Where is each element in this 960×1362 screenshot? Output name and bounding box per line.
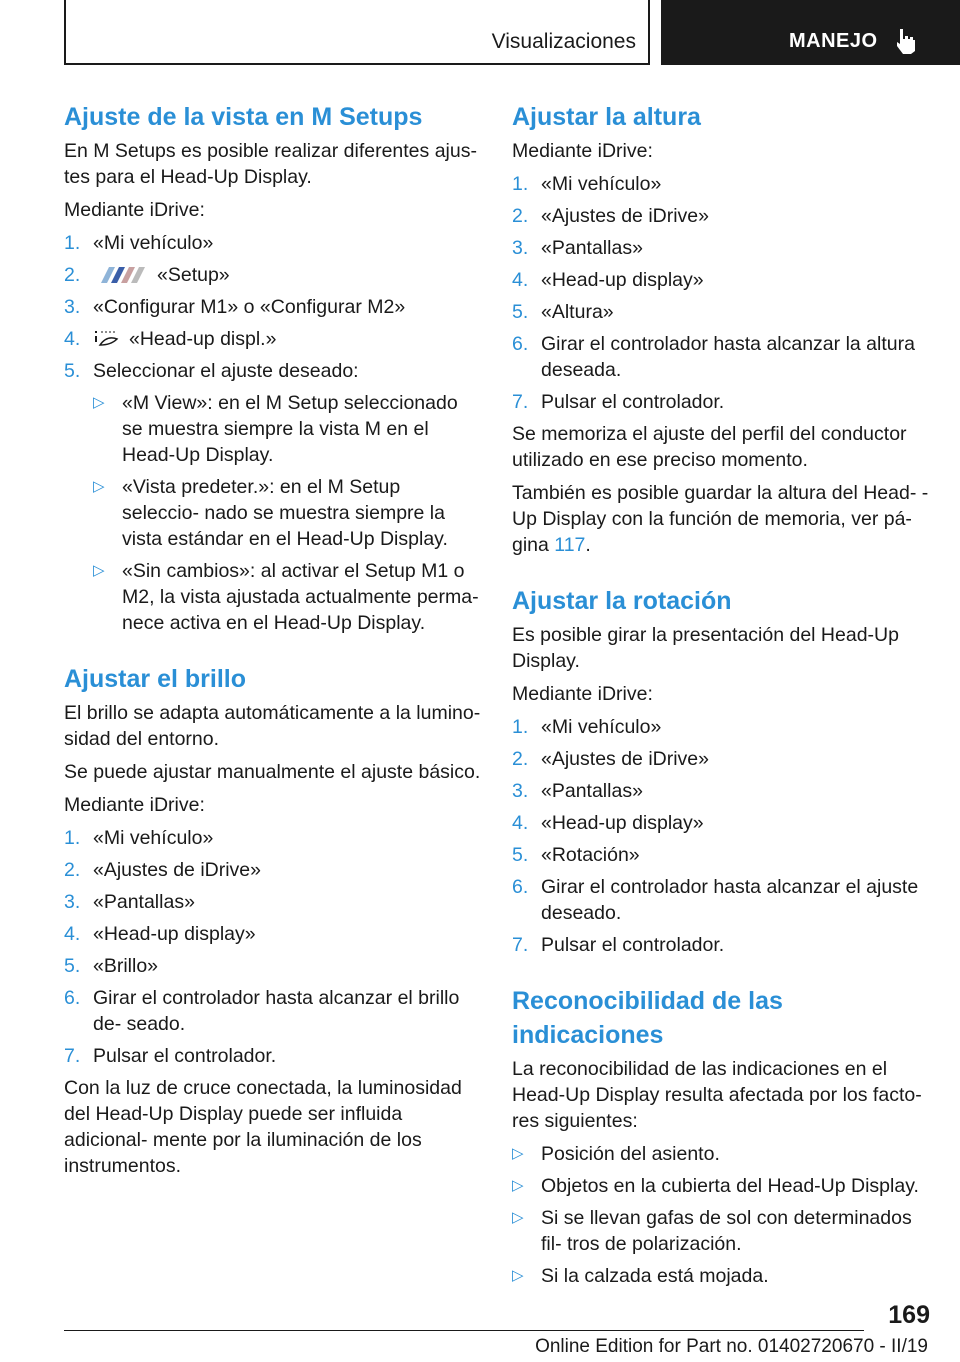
step-item	[512, 874, 930, 926]
section-title-altura: Ajustar la altura	[512, 103, 701, 131]
bullet-triangle-icon: ▷	[512, 1145, 524, 1162]
paragraph: Mediante iDrive:	[512, 683, 653, 705]
step-text: Girar el controlador hasta alcanzar la altura deseada.	[541, 333, 915, 381]
factor-item	[512, 1141, 930, 1167]
header-rule-left	[64, 0, 66, 64]
factor-text: Posición del asiento.	[541, 1143, 720, 1165]
step-text: «Ajustes de iDrive»	[541, 205, 709, 227]
right-column	[512, 100, 930, 1295]
paragraph: El brillo se adapta automáticamente a la lumino‐ sidad del entorno.	[64, 702, 481, 750]
paragraph: Mediante iDrive:	[64, 199, 205, 221]
step-number: 4.	[64, 923, 81, 945]
step-number: 1.	[512, 173, 529, 195]
section-brillo	[64, 662, 482, 1179]
page-number: 169	[888, 1301, 930, 1329]
step-list	[512, 714, 930, 958]
step-item	[512, 235, 930, 261]
option-text: «Sin cambios»: al activar el Setup M1 o M2, la vista ajustada actualmente perma‐ nece activa en el Head-Up Display.	[122, 560, 479, 634]
step-text: «Mi vehículo»	[93, 827, 214, 849]
step-text: «Head-up displ.»	[129, 328, 277, 350]
bullet-triangle-icon: ▷	[512, 1177, 524, 1194]
step-number: 3.	[64, 296, 81, 318]
factor-text: Si la calzada está mojada.	[541, 1265, 769, 1287]
step-item	[64, 889, 482, 915]
bullet-triangle-icon: ▷	[93, 394, 105, 411]
header-rule-right	[648, 0, 650, 65]
option-item	[93, 474, 482, 552]
factor-list	[512, 1141, 930, 1289]
factor-item	[512, 1205, 930, 1257]
step-item	[512, 389, 930, 415]
option-item	[93, 390, 482, 468]
step-list	[512, 171, 930, 415]
step-number: 4.	[512, 269, 529, 291]
step-number: 5.	[64, 360, 81, 382]
m-stripes-icon	[93, 265, 149, 285]
step-item	[64, 230, 482, 256]
head-up-display-icon	[93, 329, 121, 349]
paragraph: En M Setups es posible realizar diferentes ajus‐ tes para el Head-Up Display.	[64, 140, 477, 188]
page-link[interactable]: 117	[554, 534, 586, 556]
chapter-tab-label: MANEJO	[789, 30, 878, 52]
footer-rule	[64, 1330, 864, 1331]
step-item	[512, 810, 930, 836]
step-number: 2.	[64, 264, 81, 286]
paragraph: Se puede ajustar manualmente el ajuste básico.	[64, 761, 481, 783]
header-rule-bottom	[64, 63, 650, 65]
section-altura	[512, 100, 930, 558]
section-rotacion	[512, 584, 930, 958]
step-text: Pulsar el controlador.	[93, 1045, 277, 1067]
factor-text: Si se llevan gafas de sol con determinados fil‐ tros de polarización.	[541, 1207, 912, 1255]
step-number: 4.	[512, 812, 529, 834]
hand-pointer-icon	[893, 27, 919, 55]
step-item	[64, 262, 482, 288]
step-number: 3.	[64, 891, 81, 913]
bullet-triangle-icon: ▷	[512, 1267, 524, 1284]
step-text: Seleccionar el ajuste deseado:	[93, 360, 359, 382]
step-text: «Mi vehículo»	[541, 173, 662, 195]
step-number: 2.	[64, 859, 81, 881]
section-title-brillo: Ajustar el brillo	[64, 665, 246, 693]
paragraph: La reconocibilidad de las indicaciones en el Head-Up Display resulta afectada por los facto‐ res siguientes:	[512, 1058, 922, 1132]
step-text: Girar el controlador hasta alcanzar el brillo de‐ seado.	[93, 987, 460, 1035]
paragraph: Con la luz de cruce conectada, la luminosidad del Head-Up Display puede ser influida adicional‐ mente por la iluminación de los instrumentos.	[64, 1077, 462, 1177]
step-item	[64, 953, 482, 979]
step-text: «Mi vehículo»	[93, 232, 214, 254]
step-item	[64, 825, 482, 851]
chapter-tab[interactable]	[661, 0, 960, 65]
step-text: «Ajustes de iDrive»	[93, 859, 261, 881]
edition-note: Online Edition for Part no. 01402720670 - II/19	[535, 1336, 928, 1357]
step-item	[512, 203, 930, 229]
step-text: «Ajustes de iDrive»	[541, 748, 709, 770]
section-title-m-setups: Ajuste de la vista en M Setups	[64, 103, 423, 131]
bullet-triangle-icon: ▷	[93, 478, 105, 495]
step-item	[64, 921, 482, 947]
section-title: Visualizaciones	[491, 30, 636, 53]
step-item	[64, 294, 482, 320]
paragraph: Mediante iDrive:	[64, 794, 205, 816]
section-m-setups	[64, 100, 482, 636]
step-item	[64, 985, 482, 1037]
step-item	[512, 714, 930, 740]
step-text: Pulsar el controlador.	[541, 391, 725, 413]
step-number: 2.	[512, 205, 529, 227]
step-text: Girar el controlador hasta alcanzar el ajuste deseado.	[541, 876, 919, 924]
step-number: 6.	[512, 333, 529, 355]
step-number: 7.	[64, 1045, 81, 1067]
step-text: «Pantallas»	[541, 780, 643, 802]
left-column	[64, 100, 482, 1186]
step-text: «Rotación»	[541, 844, 640, 866]
step-item	[512, 299, 930, 325]
step-number: 5.	[512, 844, 529, 866]
step-item	[512, 746, 930, 772]
step-number: 6.	[64, 987, 81, 1009]
paragraph-text: También es posible guardar la altura del Head- -Up Display con la función de memoria, ver pá‐ gina	[512, 482, 929, 556]
step-number: 7.	[512, 934, 529, 956]
step-text: «Altura»	[541, 301, 614, 323]
step-number: 2.	[512, 748, 529, 770]
section-title-reconocibilidad: Reconocibilidad de las indicaciones	[512, 987, 783, 1049]
option-list	[93, 390, 482, 636]
bullet-triangle-icon: ▷	[512, 1209, 524, 1226]
step-number: 1.	[512, 716, 529, 738]
factor-text: Objetos en la cubierta del Head-Up Display.	[541, 1175, 919, 1197]
step-number: 4.	[64, 328, 81, 350]
section-reconocibilidad	[512, 984, 930, 1289]
step-text: «Head-up display»	[541, 812, 704, 834]
step-item	[512, 842, 930, 868]
step-item	[64, 1043, 482, 1069]
step-item	[512, 778, 930, 804]
step-list	[64, 230, 482, 636]
step-item	[512, 171, 930, 197]
step-item	[512, 331, 930, 383]
step-text: «Head-up display»	[541, 269, 704, 291]
paragraph-text: .	[585, 534, 591, 556]
step-number: 6.	[512, 876, 529, 898]
step-number: 7.	[512, 391, 529, 413]
option-text: «M View»: en el M Setup seleccionado se muestra siempre la vista M en el Head-Up Display.	[122, 392, 458, 466]
step-item	[512, 267, 930, 293]
step-text: Pulsar el controlador.	[541, 934, 725, 956]
step-number: 1.	[64, 232, 81, 254]
step-item	[64, 857, 482, 883]
paragraph: Se memoriza el ajuste del perfil del conductor utilizado en ese preciso momento.	[512, 423, 907, 471]
option-text: «Vista predeter.»: en el M Setup seleccio‐ nado se muestra siempre la vista estándar en el Head-Up Display.	[122, 476, 448, 550]
step-item	[64, 326, 482, 352]
step-number: 5.	[512, 301, 529, 323]
factor-item	[512, 1263, 930, 1289]
step-number: 5.	[64, 955, 81, 977]
step-text: «Configurar M1» o «Configurar M2»	[93, 296, 406, 318]
step-item	[512, 932, 930, 958]
step-text: «Pantallas»	[541, 237, 643, 259]
step-text: «Pantallas»	[93, 891, 195, 913]
step-item	[64, 358, 482, 636]
step-text: «Head-up display»	[93, 923, 256, 945]
step-text: «Brillo»	[93, 955, 159, 977]
step-number: 3.	[512, 780, 529, 802]
step-list	[64, 825, 482, 1069]
paragraph-memory	[512, 480, 930, 558]
step-number: 3.	[512, 237, 529, 259]
paragraph: Es posible girar la presentación del Head-Up Display.	[512, 624, 899, 672]
step-number: 1.	[64, 827, 81, 849]
section-title-rotacion: Ajustar la rotación	[512, 587, 732, 615]
option-item	[93, 558, 482, 636]
step-text: «Mi vehículo»	[541, 716, 662, 738]
factor-item	[512, 1173, 930, 1199]
paragraph: Mediante iDrive:	[512, 140, 653, 162]
bullet-triangle-icon: ▷	[93, 562, 105, 579]
step-text: «Setup»	[157, 264, 230, 286]
